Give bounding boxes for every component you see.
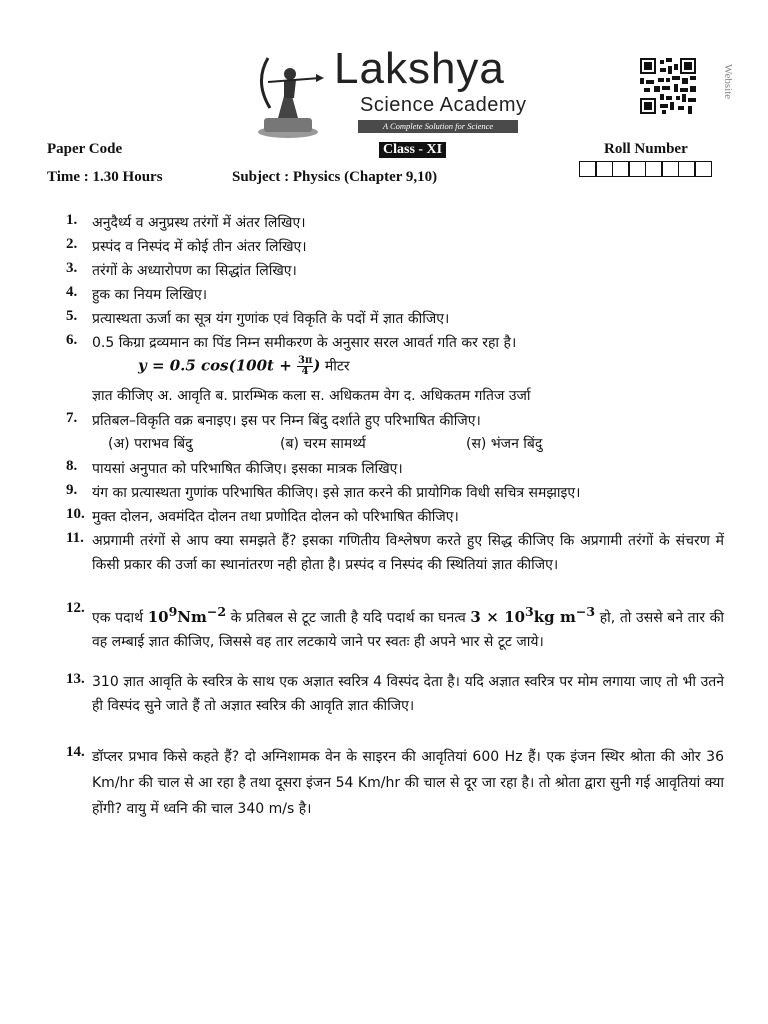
question-number: 7. bbox=[66, 410, 78, 426]
formula-unit: मीटर bbox=[324, 358, 350, 375]
question-text: प्रस्पंद व निस्पंद में कोई तीन अंतर लिखिए। bbox=[92, 239, 307, 255]
subject-label: Subject : Physics (Chapter 9,10) bbox=[232, 169, 438, 185]
question-number: 10. bbox=[66, 506, 85, 522]
question-7-option-b: (ब) चरम सामर्थ्य bbox=[280, 436, 366, 452]
question-number: 13. bbox=[66, 671, 85, 687]
roll-number-box[interactable] bbox=[628, 161, 646, 177]
text-part: के प्रतिबल से टूट जाती है यदि पदार्थ का घनत्व bbox=[226, 610, 471, 626]
roll-number-box[interactable] bbox=[579, 161, 597, 177]
brand-name: Lakshya bbox=[334, 44, 505, 93]
stress-value: 10 bbox=[147, 608, 169, 626]
brand-tagline: A Complete Solution for Science bbox=[358, 120, 518, 133]
density-exponent: 3 bbox=[525, 604, 534, 619]
text-part: हो, तो उससे बने तार की वह लम्बाई ज्ञात कीजिए, जिससे वह तार लटकाये जाने पर स्वतः ही अपने भार से टूट जाये। bbox=[92, 610, 724, 650]
class-badge: Class - XI bbox=[379, 142, 446, 158]
density-unit-exponent: −3 bbox=[575, 604, 596, 619]
question-number: 9. bbox=[66, 482, 78, 498]
question-number: 14. bbox=[66, 744, 85, 760]
fraction-denominator: 4 bbox=[301, 366, 309, 377]
formula-fraction bbox=[297, 356, 313, 377]
density-value: 3 × 10 bbox=[470, 608, 526, 626]
question-number: 4. bbox=[66, 284, 78, 300]
question-number: 11. bbox=[66, 530, 84, 546]
question-text: अप्रगामी तरंगों से आप क्या समझते हैं? इसका गणितीय विश्लेषण करते हुए सिद्ध कीजिए कि अप्रगामी तरंगों के संचरण में किसी प्रकार की उर्जा का स्थानांतरण नही होता है। प्रस्पंद व निस्पंद की स्थितियां ज्ञात कीजिए। bbox=[92, 533, 724, 573]
stress-exponent: 9 bbox=[168, 604, 178, 619]
fraction-numerator: 3π bbox=[297, 355, 313, 366]
question-text: प्रत्यास्थता ऊर्जा का सूत्र यंग गुणांक एवं विकृति के पदों में ज्ञात कीजिए। bbox=[92, 311, 450, 327]
question-text: अनुदैर्ध्य व अनुप्रस्थ तरंगों में अंतर लिखिए। bbox=[92, 215, 306, 231]
roll-number-box[interactable] bbox=[645, 161, 663, 177]
question-text: 310 ज्ञात आवृति के स्वरित्र के साथ एक अज्ञात स्वरित्र 4 विस्पंद देता है। यदि अज्ञात स्वरित्र पर मोम लगाया जाए तो भी उतने ही विस्पंद सुने जाते हैं तो अज्ञात स्वरित्र की आवृति ज्ञात कीजिए। bbox=[92, 674, 724, 714]
roll-number-box[interactable] bbox=[612, 161, 630, 177]
formula-left: y = 0.5 cos(100t + bbox=[138, 356, 297, 375]
roll-number-box[interactable] bbox=[595, 161, 613, 177]
question-number: 2. bbox=[66, 236, 78, 252]
question-6-subparts: ज्ञात कीजिए अ. आवृति ब. प्रारम्भिक कला स. अधिकतम वेग द. अधिकतम गतिज उर्जा bbox=[92, 388, 531, 404]
question-text: पायसां अनुपात को परिभाषित कीजिए। इसका मात्रक लिखिए। bbox=[92, 461, 403, 477]
qr-website-label: Website bbox=[722, 64, 734, 100]
time-label: Time : 1.30 Hours bbox=[47, 169, 163, 185]
question-number: 1. bbox=[66, 212, 78, 228]
text-part: एक पदार्थ bbox=[92, 610, 148, 626]
question-text: तरंगों के अध्यारोपण का सिद्धांत लिखिए। bbox=[92, 263, 297, 279]
stress-unit: Nm bbox=[177, 608, 207, 626]
brand-subtitle: Science Academy bbox=[360, 94, 527, 116]
question-number: 8. bbox=[66, 458, 78, 474]
paper-code-label: Paper Code bbox=[47, 141, 123, 157]
question-text: यंग का प्रत्यास्थता गुणांक परिभाषित कीजिए। इसे ज्ञात करने की प्रायोगिक विधी सचित्र समझाइए। bbox=[92, 485, 581, 501]
question-text: प्रतिबल–विकृति वक्र बनाइए। इस पर निम्न बिंदु दर्शाते हुए परिभाषित कीजिए। bbox=[92, 413, 481, 429]
question-text: मुक्त दोलन, अवमंदित दोलन तथा प्रणोदित दोलन को परिभाषित कीजिए। bbox=[92, 509, 459, 525]
question-7-option-c: (स) भंजन बिंदु bbox=[466, 436, 543, 452]
formula-right: ) bbox=[313, 356, 321, 375]
roll-number-box[interactable] bbox=[661, 161, 679, 177]
stress-unit-exponent: −2 bbox=[206, 604, 227, 619]
roll-number-box[interactable] bbox=[694, 161, 712, 177]
question-text: डॉप्लर प्रभाव किसे कहते हैं? दो अग्निशामक वेन के साइरन की आवृतियां 600 Hz हैं। एक इंजन स्थिर श्रोता की ओर 36 Km/hr की चाल से आ रहा है तथा दूसरा इंजन 54 Km/hr की चाल से दूर जा रहा है। तो श्रोता द्वारा सुनी गई आवृतियां क्या होंगी? वायु में ध्वनि की चाल 340 m/s है। bbox=[92, 749, 724, 817]
question-7-option-a: (अ) पराभव बिंदु bbox=[108, 436, 193, 452]
question-text: 0.5 किग्रा द्रव्यमान का पिंड निम्न समीकरण के अनुसार सरल आवर्त गति कर रहा है। bbox=[92, 335, 517, 351]
question-number: 6. bbox=[66, 332, 78, 348]
qr-code-icon[interactable] bbox=[640, 58, 696, 114]
roll-number-boxes[interactable] bbox=[580, 161, 712, 177]
question-number: 12. bbox=[66, 600, 85, 616]
question-text: हुक का नियम लिखिए। bbox=[92, 287, 208, 303]
archer-logo-icon bbox=[248, 52, 326, 140]
question-6-formula bbox=[138, 356, 350, 377]
question-number: 5. bbox=[66, 308, 78, 324]
density-unit: kg m bbox=[533, 608, 576, 626]
question-number: 3. bbox=[66, 260, 78, 276]
roll-number-label: Roll Number bbox=[604, 141, 688, 157]
roll-number-box[interactable] bbox=[678, 161, 696, 177]
question-text bbox=[92, 600, 724, 654]
